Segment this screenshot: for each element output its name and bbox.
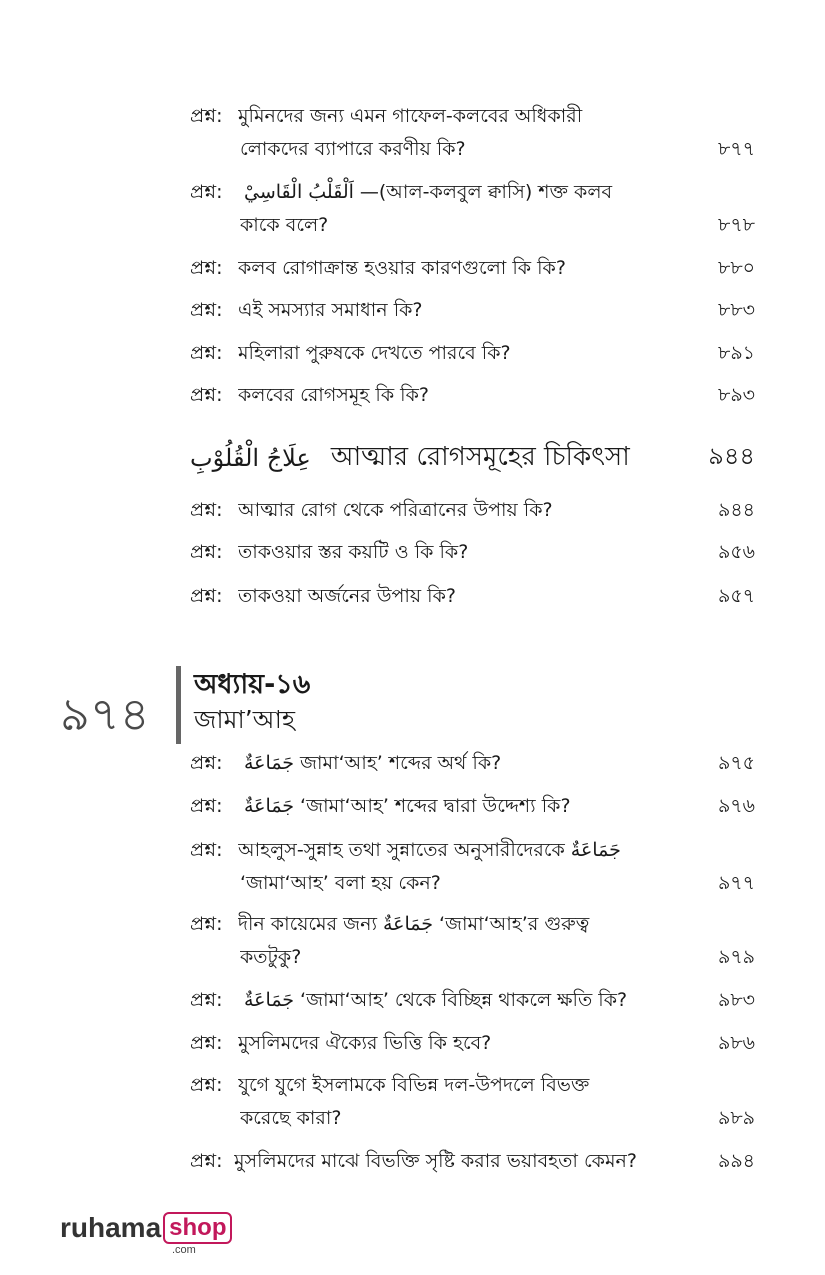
question-prefix: প্রশ্ন: [190, 299, 223, 321]
arabic-term: جَمَاعَةٌ [382, 913, 433, 935]
page-number: ৯৪৪ [708, 442, 755, 470]
toc-entry[interactable] [190, 580, 755, 613]
page-number: ৯৫৬ [717, 541, 755, 563]
page-number: ৮৮৩ [717, 299, 755, 321]
toc-entry[interactable] [190, 252, 755, 285]
question-prefix: প্রশ্ন: [190, 105, 223, 127]
page-number: ৯৯৪ [718, 1150, 755, 1172]
toc-entry[interactable] [190, 1069, 755, 1135]
entry-text: মুসলিমদের মাঝে বিভক্তি সৃষ্টি করার ভয়াবহতা কেমন? [234, 1150, 637, 1172]
page-number: ৮৯১ [718, 342, 755, 364]
chapter-label: অধ্যায়-১৬ [194, 669, 311, 700]
page-number: ৯৫৭ [717, 585, 755, 607]
question-prefix: প্রশ্ন: [190, 342, 223, 364]
toc-entry[interactable] [190, 984, 755, 1017]
section-arabic-title: عِلَاجُ الْقُلُوْبِ [190, 444, 311, 472]
page-number: ৯৭৭ [717, 872, 755, 894]
section-heading[interactable] [190, 436, 755, 480]
question-prefix: প্রশ্ন: [190, 989, 223, 1011]
toc-entry[interactable] [190, 100, 755, 166]
question-prefix: প্রশ্ন: [190, 913, 223, 935]
entry-text: জামা‘আহ’ শব্দের অর্থ কি? [300, 752, 502, 774]
logo-text-ruhama: ruhama [60, 1212, 162, 1243]
entry-text-cont: কতটুকু? [240, 946, 302, 968]
entry-text: যুগে যুগে ইসলামকে বিভিন্ন দল-উপদলে বিভক্ত [238, 1074, 590, 1096]
question-prefix: প্রশ্ন: [190, 541, 223, 563]
chapter-page-number: ৯৭৪ [60, 687, 150, 741]
entry-text-cont: ‘জামা‘আহ’ বলা হয় কেন? [240, 872, 441, 894]
entry-text: আহলুস-সুন্নাহ তথা সুন্নাতের অনুসারীদেরকে [238, 839, 565, 861]
entry-text: কলব রোগাক্রান্ত হওয়ার কারণগুলো কি কি? [238, 257, 566, 279]
question-prefix: প্রশ্ন: [190, 181, 223, 203]
publisher-logo [60, 1212, 232, 1256]
entry-text-cont: কাকে বলে? [240, 214, 329, 236]
question-prefix: প্রশ্ন: [190, 257, 223, 279]
section-title: আত্মার রোগসমূহের চিকিৎসা [330, 442, 630, 472]
arabic-term: جَمَاعَةٌ [244, 752, 295, 774]
page-number: ৮৭৭ [717, 138, 755, 160]
toc-entry[interactable] [190, 790, 755, 823]
toc-entry[interactable] [190, 1027, 755, 1060]
entry-text: আত্মার রোগ থেকে পরিত্রানের উপায় কি? [238, 499, 553, 521]
entry-text: এই সমস্যার সমাধান কি? [238, 299, 423, 321]
toc-entry[interactable] [190, 536, 755, 569]
entry-text: তাকওয়ার স্তর কয়টি ও কি কি? [238, 541, 469, 563]
logo-text-shop: shop [163, 1212, 232, 1244]
toc-entry[interactable] [190, 494, 755, 527]
question-prefix: প্রশ্ন: [190, 752, 223, 774]
entry-text: তাকওয়া অর্জনের উপায় কি? [238, 585, 456, 607]
page-number: ৮৮০ [717, 257, 755, 279]
entry-text: মুসলিমদের ঐক্যের ভিত্তি কি হবে? [238, 1032, 492, 1054]
page-number: ৯৭৬ [717, 795, 755, 817]
page-number: ৮৯৩ [717, 384, 755, 406]
entry-text: ‘জামা‘আহ’ শব্দের দ্বারা উদ্দেশ্য কি? [300, 795, 571, 817]
toc-entry[interactable] [190, 337, 755, 370]
toc-entry[interactable] [190, 747, 755, 780]
logo-domain: .com [172, 1244, 196, 1256]
arabic-term: جَمَاعَةٌ [570, 839, 621, 861]
question-prefix: প্রশ্ন: [190, 795, 223, 817]
page-number: ৯৮৬ [717, 1032, 755, 1054]
toc-entry[interactable] [190, 834, 755, 900]
entry-text-cont: করেছে কারা? [240, 1107, 342, 1129]
page-number: ৯৭৫ [717, 752, 755, 774]
question-prefix: প্রশ্ন: [190, 1032, 223, 1054]
entry-text: —(আল-কলবুল ক্বাসি) শক্ত কলব [359, 181, 613, 203]
question-prefix: প্রশ্ন: [190, 1074, 223, 1096]
page-number: ৯৮৯ [718, 1107, 755, 1129]
page-number: ৯৪৪ [718, 499, 755, 521]
question-prefix: প্রশ্ন: [190, 585, 223, 607]
arabic-term: جَمَاعَةٌ [244, 795, 295, 817]
question-prefix: প্রশ্ন: [190, 839, 223, 861]
chapter-divider [176, 666, 181, 744]
toc-entry[interactable] [190, 1145, 755, 1178]
toc-entry[interactable] [190, 379, 755, 412]
page-number: ৯৭৯ [717, 946, 755, 968]
entry-text: মুমিনদের জন্য এমন গাফেল-কলবের অধিকারী [238, 105, 583, 127]
question-prefix: প্রশ্ন: [190, 384, 223, 406]
chapter-title: জামা’আহ [194, 705, 295, 734]
entry-text-b: ‘জামা‘আহ’র গুরুত্ব [439, 913, 590, 935]
toc-entry[interactable] [190, 176, 755, 242]
toc-entry[interactable] [190, 908, 755, 974]
question-prefix: প্রশ্ন: [190, 499, 223, 521]
entry-text: ‘জামা‘আহ’ থেকে বিচ্ছিন্ন থাকলে ক্ষতি কি? [300, 989, 628, 1011]
page-number: ৮৭৮ [717, 214, 755, 236]
arabic-term: جَمَاعَةٌ [244, 989, 295, 1011]
toc-entry[interactable] [190, 294, 755, 327]
page-number: ৯৮৩ [717, 989, 755, 1011]
entry-text: মহিলারা পুরুষকে দেখতে পারবে কি? [238, 342, 511, 364]
entry-text: কলবের রোগসমূহ কি কি? [238, 384, 429, 406]
entry-text-cont: লোকদের ব্যাপারে করণীয় কি? [240, 138, 466, 160]
entry-text: দীন কায়েমের জন্য [238, 913, 377, 935]
arabic-term: اَلْقَلْبُ الْقَاسِيْ [244, 181, 354, 203]
question-prefix: প্রশ্ন: [190, 1150, 223, 1172]
